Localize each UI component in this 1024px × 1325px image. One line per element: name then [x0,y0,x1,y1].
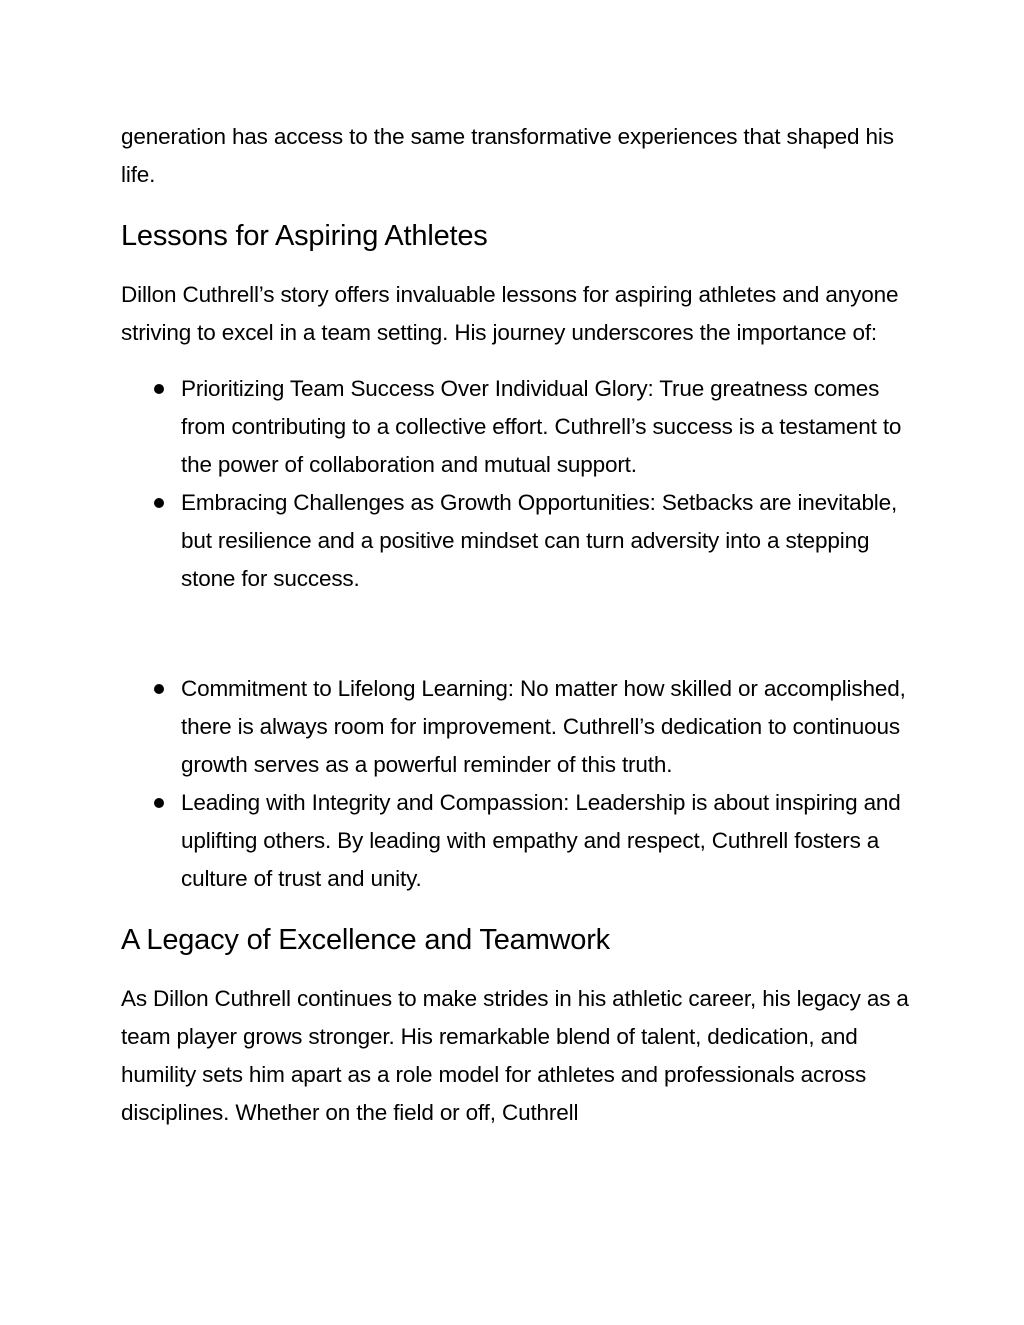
bullet-icon [154,798,164,808]
lessons-paragraph: Dillon Cuthrell’s story offers invaluable lessons for aspiring athletes and anyone striving to excel in a team setting. His journey underscores the importance of: [121,282,899,345]
lessons-heading: Lessons for Aspiring Athletes [121,220,488,252]
legacy-paragraph: As Dillon Cuthrell continues to make strides in his athletic career, his legacy as a team player grows stronger. His remarkable blend of talent, dedication, and humility sets him apart as a role model for athletes and professionals across disciplines. Whether on the field or off, Cuthrell [121,986,909,1125]
list-item [121,784,911,898]
lessons-list-part2 [121,670,911,898]
list-item-text: Prioritizing Team Success Over Individual Glory: True greatness comes from contributing to a collective effort. Cuthrell’s success is a testament to the power of collaboration and mutual support. [181,376,902,477]
legacy-heading: A Legacy of Excellence and Teamwork [121,924,610,956]
bullet-icon [154,384,164,394]
list-item-text: Embracing Challenges as Growth Opportunities: Setbacks are inevitable, but resilience and a positive mindset can turn adversity into a stepping stone for success. [181,490,898,591]
lessons-list-part1 [121,370,911,598]
intro-paragraph: generation has access to the same transformative experiences that shaped his life. [121,124,894,187]
list-item [121,484,911,598]
list-item [121,370,911,484]
document-page [121,118,911,1132]
bullet-icon [154,498,164,508]
list-item-text: Commitment to Lifelong Learning: No matter how skilled or accomplished, there is always room for improvement. Cuthrell’s dedication to continuous growth serves as a powerful reminder of this truth. [181,676,906,777]
bullet-icon [154,684,164,694]
list-item-text: Leading with Integrity and Compassion: Leadership is about inspiring and uplifting others. By leading with empathy and respect, Cuthrell fosters a culture of trust and unity. [181,790,901,891]
list-item [121,670,911,784]
